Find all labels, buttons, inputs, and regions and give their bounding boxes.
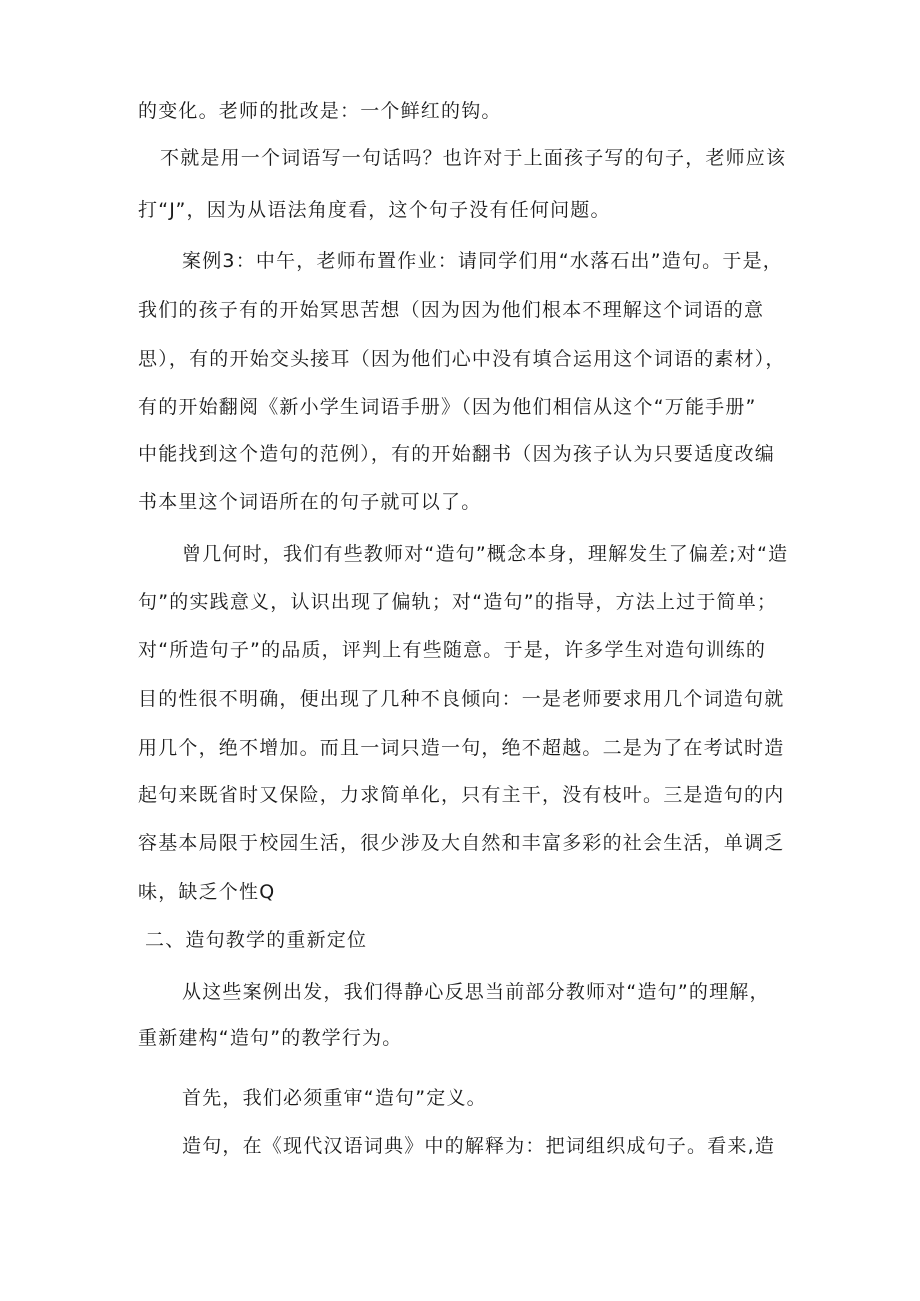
text-line: 我们的孩子有的开始冥思苦想（因为因为他们根本不理解这个词语的意: [138, 299, 765, 321]
text-line: 思），有的开始交头接耳（因为他们心中没有填合运用这个词语的素材），: [138, 348, 786, 370]
text-line: 的变化。老师的批改是：一个鲜红的钩。: [138, 100, 502, 122]
text-line: 起句来既省时又保险，力求简单化，只有主干，没有枝叶。三是造句的内: [138, 784, 785, 806]
text-line: 首先，我们必须重审“造句”定义。: [182, 1087, 487, 1109]
text-line: 目的性很不明确，便出现了几种不良倾向：一是老师要求用几个词造句就: [138, 688, 785, 710]
text-line: 有的开始翻阅《新小学生词语手册》（因为他们相信从这个“万能手册”: [138, 396, 757, 418]
text-line: 对“所造句子”的品质，评判上有些随意。于是，许多学生对造句训练的: [138, 639, 767, 661]
text-line: 书本里这个词语所在的句子就可以了。: [138, 491, 482, 513]
text-line: 不就是用一个词语写一句话吗？也许对于上面孩子写的句子，老师应该: [160, 147, 787, 169]
text-line: 容基本局限于校园生活，很少涉及大自然和丰富多彩的社会生活，单调乏: [138, 832, 785, 854]
text-line: 中能找到这个造句的范例），有的开始翻书（因为孩子认为只要适度改编: [138, 443, 775, 465]
text-line: 从这些案例出发，我们得静心反思当前部分教师对“造句”的理解，: [182, 981, 770, 1003]
section-heading: 二、造句教学的重新定位: [145, 929, 368, 951]
text-line: 重新建构“造句”的教学行为。: [138, 1027, 403, 1049]
text-line: 曾几何时，我们有些教师对“造句”概念本身，理解发生了偏差;对“造: [182, 543, 789, 565]
text-line: 造句，在《现代汉语词典》中的解释为：把词组织成句子。看来,造: [182, 1135, 776, 1157]
text-line: 打“J”，因为从语法角度看，这个句子没有任何问题。: [138, 199, 611, 221]
text-line: 用几个，绝不增加。而且一词只造一句，绝不超越。二是为了在考试时造: [138, 737, 785, 759]
text-line: 案例3：中午，老师布置作业：请同学们用“水落石出”造句。于是，: [182, 250, 783, 272]
text-line: 句”的实践意义，认识出现了偏轨；对“造句”的指导，方法上过于简单；: [138, 591, 778, 613]
text-line: 味，缺乏个性Q: [138, 881, 276, 903]
